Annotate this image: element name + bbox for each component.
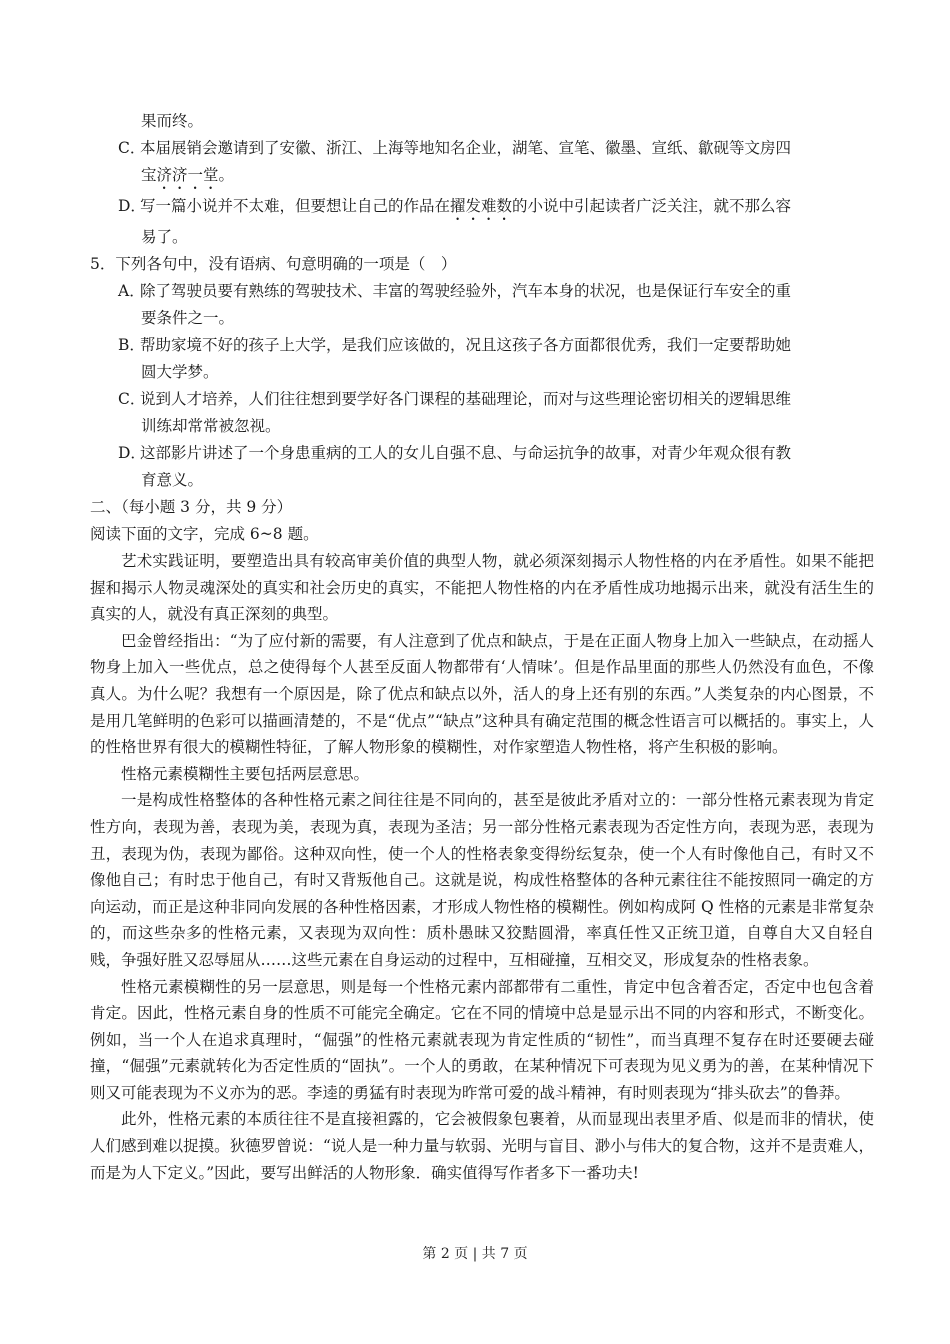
option-text: 。 [218,166,235,184]
page-body [90,108,874,1186]
q5-option-b [90,332,874,359]
q4-option-b-continuation: 果而终。 [141,112,204,130]
passage-paragraph-6: 此外，性格元素的本质往往不是直接袒露的，它会被假象包裹着，从而显现出表里矛盾、似是而非的情状，使人们感到难以捉摸。狄德罗曾说：“说人是一种力量与软弱、光明与盲目、渺小与伟大的复合物，这并不是责难人，而是为人下定义。”因此，要写出鲜活的人物形象．确实值得写作者多下一番功夫! [90,1110,874,1182]
q5-option-b-continuation: 圆大学梦。 [141,363,219,381]
option-text: 这部影片讲述了一个身患重病的工人的女儿自强不息、与命运抗争的故事，对青少年观众很有教 [140,444,792,462]
emphasized-idiom: 济济一堂 [156,166,219,184]
q4-option-c [90,135,874,162]
option-label: C． [118,139,146,157]
q5-option-a [90,278,874,305]
q5-option-c [90,386,874,413]
q5-option-d [90,440,874,467]
q4-option-d [90,193,874,224]
passage-paragraph-3: 性格元素模糊性主要包括两层意思。 [121,764,370,783]
option-text: 帮助家境不好的孩子上大学，是我们应该做的，况且这孩子各方面都很优秀，我们一定要帮助她 [140,336,792,354]
q4-option-c-continuation [90,162,874,193]
q5-option-c-continuation: 训练却常常被忽视。 [141,417,281,435]
option-text: 的小说中引起读者广泛关注，就不那么容 [512,197,792,215]
reading-instruction: 阅读下面的文字，完成 6~8 题。 [90,525,319,543]
option-label: A． [118,282,145,300]
option-text: 本届展销会邀请到了安徽、浙江、上海等地知名企业，湖笔、宣笔、徽墨、宣纸、歙砚等文房四 [140,139,792,157]
option-text: 除了驾驶员要有熟练的驾驶技术、丰富的驾驶经验外，汽车本身的状况，也是保证行车安全的重 [140,282,792,300]
q5-stem: 5．下列各句中，没有语病、句意明确的一项是（ ） [90,255,457,273]
passage-paragraph-2: 巴金曾经指出：“为了应付新的需要，有人注意到了优点和缺点，于是在正面人物身上加入一些缺点，在动摇人物身上加入一些优点，总之使得每个人甚至反面人物都带有‘人情味’。但是作品里面的那些人仍然没有血色，不像真人。为什么呢？我想有一个原因是，除了优点和缺点以外，活人的身上还有别的东西。”人类复杂的内心图景，不是用几笔鲜明的色彩可以描画清楚的，不是“优点”“缺点”这种具有确定范围的概念性语言可以概括的。事实上，人的性格世界有很大的模糊性特征，了解人物形象的模糊性，对作家塑造人物性格，将产生积极的影响。 [90,631,874,757]
q5-option-a-continuation: 要条件之一。 [141,309,235,327]
passage-paragraph-5: 性格元素模糊性的另一层意思，则是每一个性格元素内部都带有二重性，肯定中包含着否定，否定中也包含着肯定。因此，性格元素自身的性质不可能完全确定。它在不同的情境中总是显示出不同的内容和形式，不断变化。例如，当一个人在追求真理时，“倔强”的性格元素就表现为肯定性质的“韧性”，而当真理不复存在时还要硬去碰撞，“倔强”元素就转化为否定性质的“固执”。一个人的勇敢，在某种情况下可表现为见义勇为的善，在某种情况下则又可能表现为不义亦为的恶。李逵的勇猛有时表现为昨常可爱的战斗精神，有时则表现为“排头砍去”的鲁莽。 [90,977,874,1102]
option-label: C． [118,390,146,408]
emphasized-idiom: 擢发难数 [450,197,513,215]
passage-paragraph-1: 艺术实践证明，要塑造出具有较高审美价值的典型人物，就必须深刻揭示人物性格的内在矛盾性。如果不能把握和揭示人物灵魂深处的真实和社会历史的真实，不能把人物性格的内在矛盾性成功地揭示出来，就没有活生生的真实的人，就没有真正深刻的典型。 [90,552,874,624]
q5-option-d-continuation: 育意义。 [141,471,204,489]
option-label: D． [118,197,146,215]
option-label: B． [118,336,145,354]
page-footer: 第 2 页 | 共 7 页 [422,1246,528,1262]
option-label: D． [118,444,146,462]
option-text: 写一篇小说并不太难，但要想让自己的作品在 [140,197,451,215]
q4-option-d-continuation: 易了。 [141,228,188,246]
passage-paragraph-4: 一是构成性格整体的各种性格元素之间往往是不同向的，甚至是彼此矛盾对立的：一部分性格元素表现为肯定性方向，表现为善，表现为美，表现为真，表现为圣洁；另一部分性格元素表现为否定性方向，表现为恶，表现为丑，表现为伪，表现为鄙俗。这种双向性，使一个人的性格表象变得纷纭复杂，使一个人有时像他自己，有时又不像他自己；有时忠于他自己，有时又背叛他自己。这就是说，构成性格整体的各种元素往往不能按照同一确定的方向运动，而正是这种非同向发展的各种性格因素，才形成人物性格的模糊性。例如构成阿 Q 性格的元素是非常复杂的，而这些杂多的性格元素，又表现为双向性：质朴愚昧又狡黠圆滑，率真任性又正统卫道，自尊自大又自轻自贱，争强好胜又忍辱屈从……这些元素在自身运动的过程中，互相碰撞，互相交叉，形成复杂的性格表象。 [90,791,874,969]
option-text: 说到人才培养，人们往往想到要学好各门课程的基础理论，而对与这些理论密切相关的逻辑思维 [140,390,792,408]
section-heading: 二、（每小题 3 分，共 9 分） [90,498,293,516]
option-text: 宝 [141,166,157,184]
